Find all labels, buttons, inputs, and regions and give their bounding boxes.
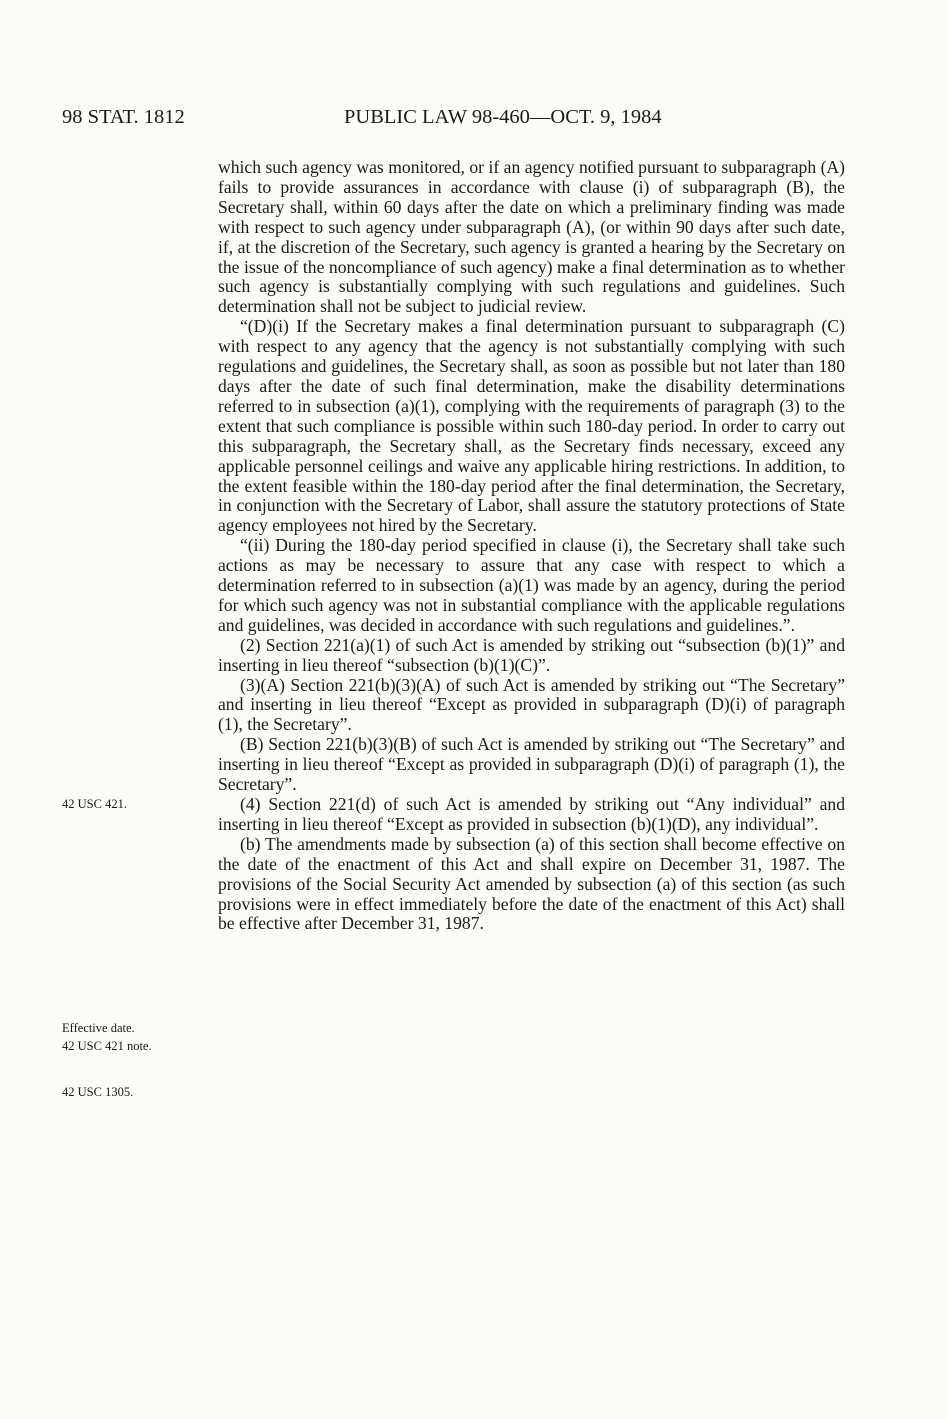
paragraph-b-effective: (b) The amendments made by subsection (a) of this section shall become effective on the date of the enactment of this Act and shall expire on December 31, 1987. The provisions of the Social Security Act amended by subsection (a) of this section (as such provisions were in effect immediately before the date of the enactment of this Act) shall be effective after December 31, 1987. — [218, 833, 845, 934]
paragraph-2: (2) Section 221(a)(1) of such Act is amended by striking out “subsection (b)(1)” and inserting in lieu thereof “subsection (b)(1)(C)”. — [218, 634, 845, 675]
margin-note-42-usc-421: 42 USC 421. — [62, 797, 127, 811]
paragraph-3b: (B) Section 221(b)(3)(B) of such Act is amended by striking out “The Secretary” and inserting in lieu thereof “Except as provided in subparagraph (D)(i) of paragraph (1), the Secretary”. — [218, 734, 845, 795]
page-header — [62, 106, 862, 136]
paragraph-d-ii: “(ii) During the 180-day period specified in clause (i), the Secretary shall take such actions as may be necessary to assure that any case with respect to which a determination referred to in subsection (a)(1) was made by an agency, during the period for which such agency was not in substantial compliance with the applicable regulations and guidelines, was decided in accordance with such regulations and guidelines.”. — [218, 535, 845, 635]
paragraph-4: (4) Section 221(d) of such Act is amended by striking out “Any individual” and inserting in lieu thereof “Except as provided in subsection (b)(1)(D), any individual”. — [218, 794, 845, 834]
paragraph-3a: (3)(A) Section 221(b)(3)(A) of such Act is amended by striking out “The Secretary” and inserting in lieu thereof “Except as provided in subparagraph (D)(i) of paragraph (1), the Secretary”. — [218, 674, 845, 735]
margin-note-effective-date: Effective date. — [62, 1021, 135, 1035]
paragraph-d-i: “(D)(i) If the Secretary makes a final determination pursuant to subparagraph (C) with respect to any agency that the agency is not substantially complying with such regulations and guidelines, the Secretary shall, as soon as possible but not later than 180 days after the date of such final determination, make the disability determinations referred to in subsection (a)(1), complying with the requirements of paragraph (3) to the extent that such compliance is possible within such 180-day period. In order to carry out this subparagraph, the Secretary shall, as the Secretary finds necessary, exceed any applicable personnel ceilings and waive any applicable hiring restrictions. In addition, to the extent feasible within the 180-day period after the final determination, the Secretary, in conjunction with the Secretary of Labor, shall assure the statutory protections of State agency employees not hired by the Secretary. — [218, 316, 845, 536]
margin-note-42-usc-1305: 42 USC 1305. — [62, 1085, 134, 1099]
statute-body — [218, 158, 845, 934]
statute-page-reference: 98 STAT. 1812 — [62, 106, 185, 128]
margin-note-42-usc-421-note: 42 USC 421 note. — [62, 1039, 152, 1053]
public-law-title: PUBLIC LAW 98-460—OCT. 9, 1984 — [344, 106, 662, 128]
paragraph-continuation: which such agency was monitored, or if an agency notified pursuant to subparagraph (A) fails to provide assurances in accordance with clause (i) of subparagraph (B), the Secretary shall, within 60 days after the date on which a preliminary finding was made with respect to such agency under subparagraph (A), (or within 90 days after such date, if, at the discretion of the Secretary, such agency is granted a hearing by the Secretary on the issue of the noncompliance of such agency) make a final determination as to whether such agency is substantially complying with such regulations and guidelines. Such determination shall not be subject to judicial review. — [218, 157, 845, 317]
